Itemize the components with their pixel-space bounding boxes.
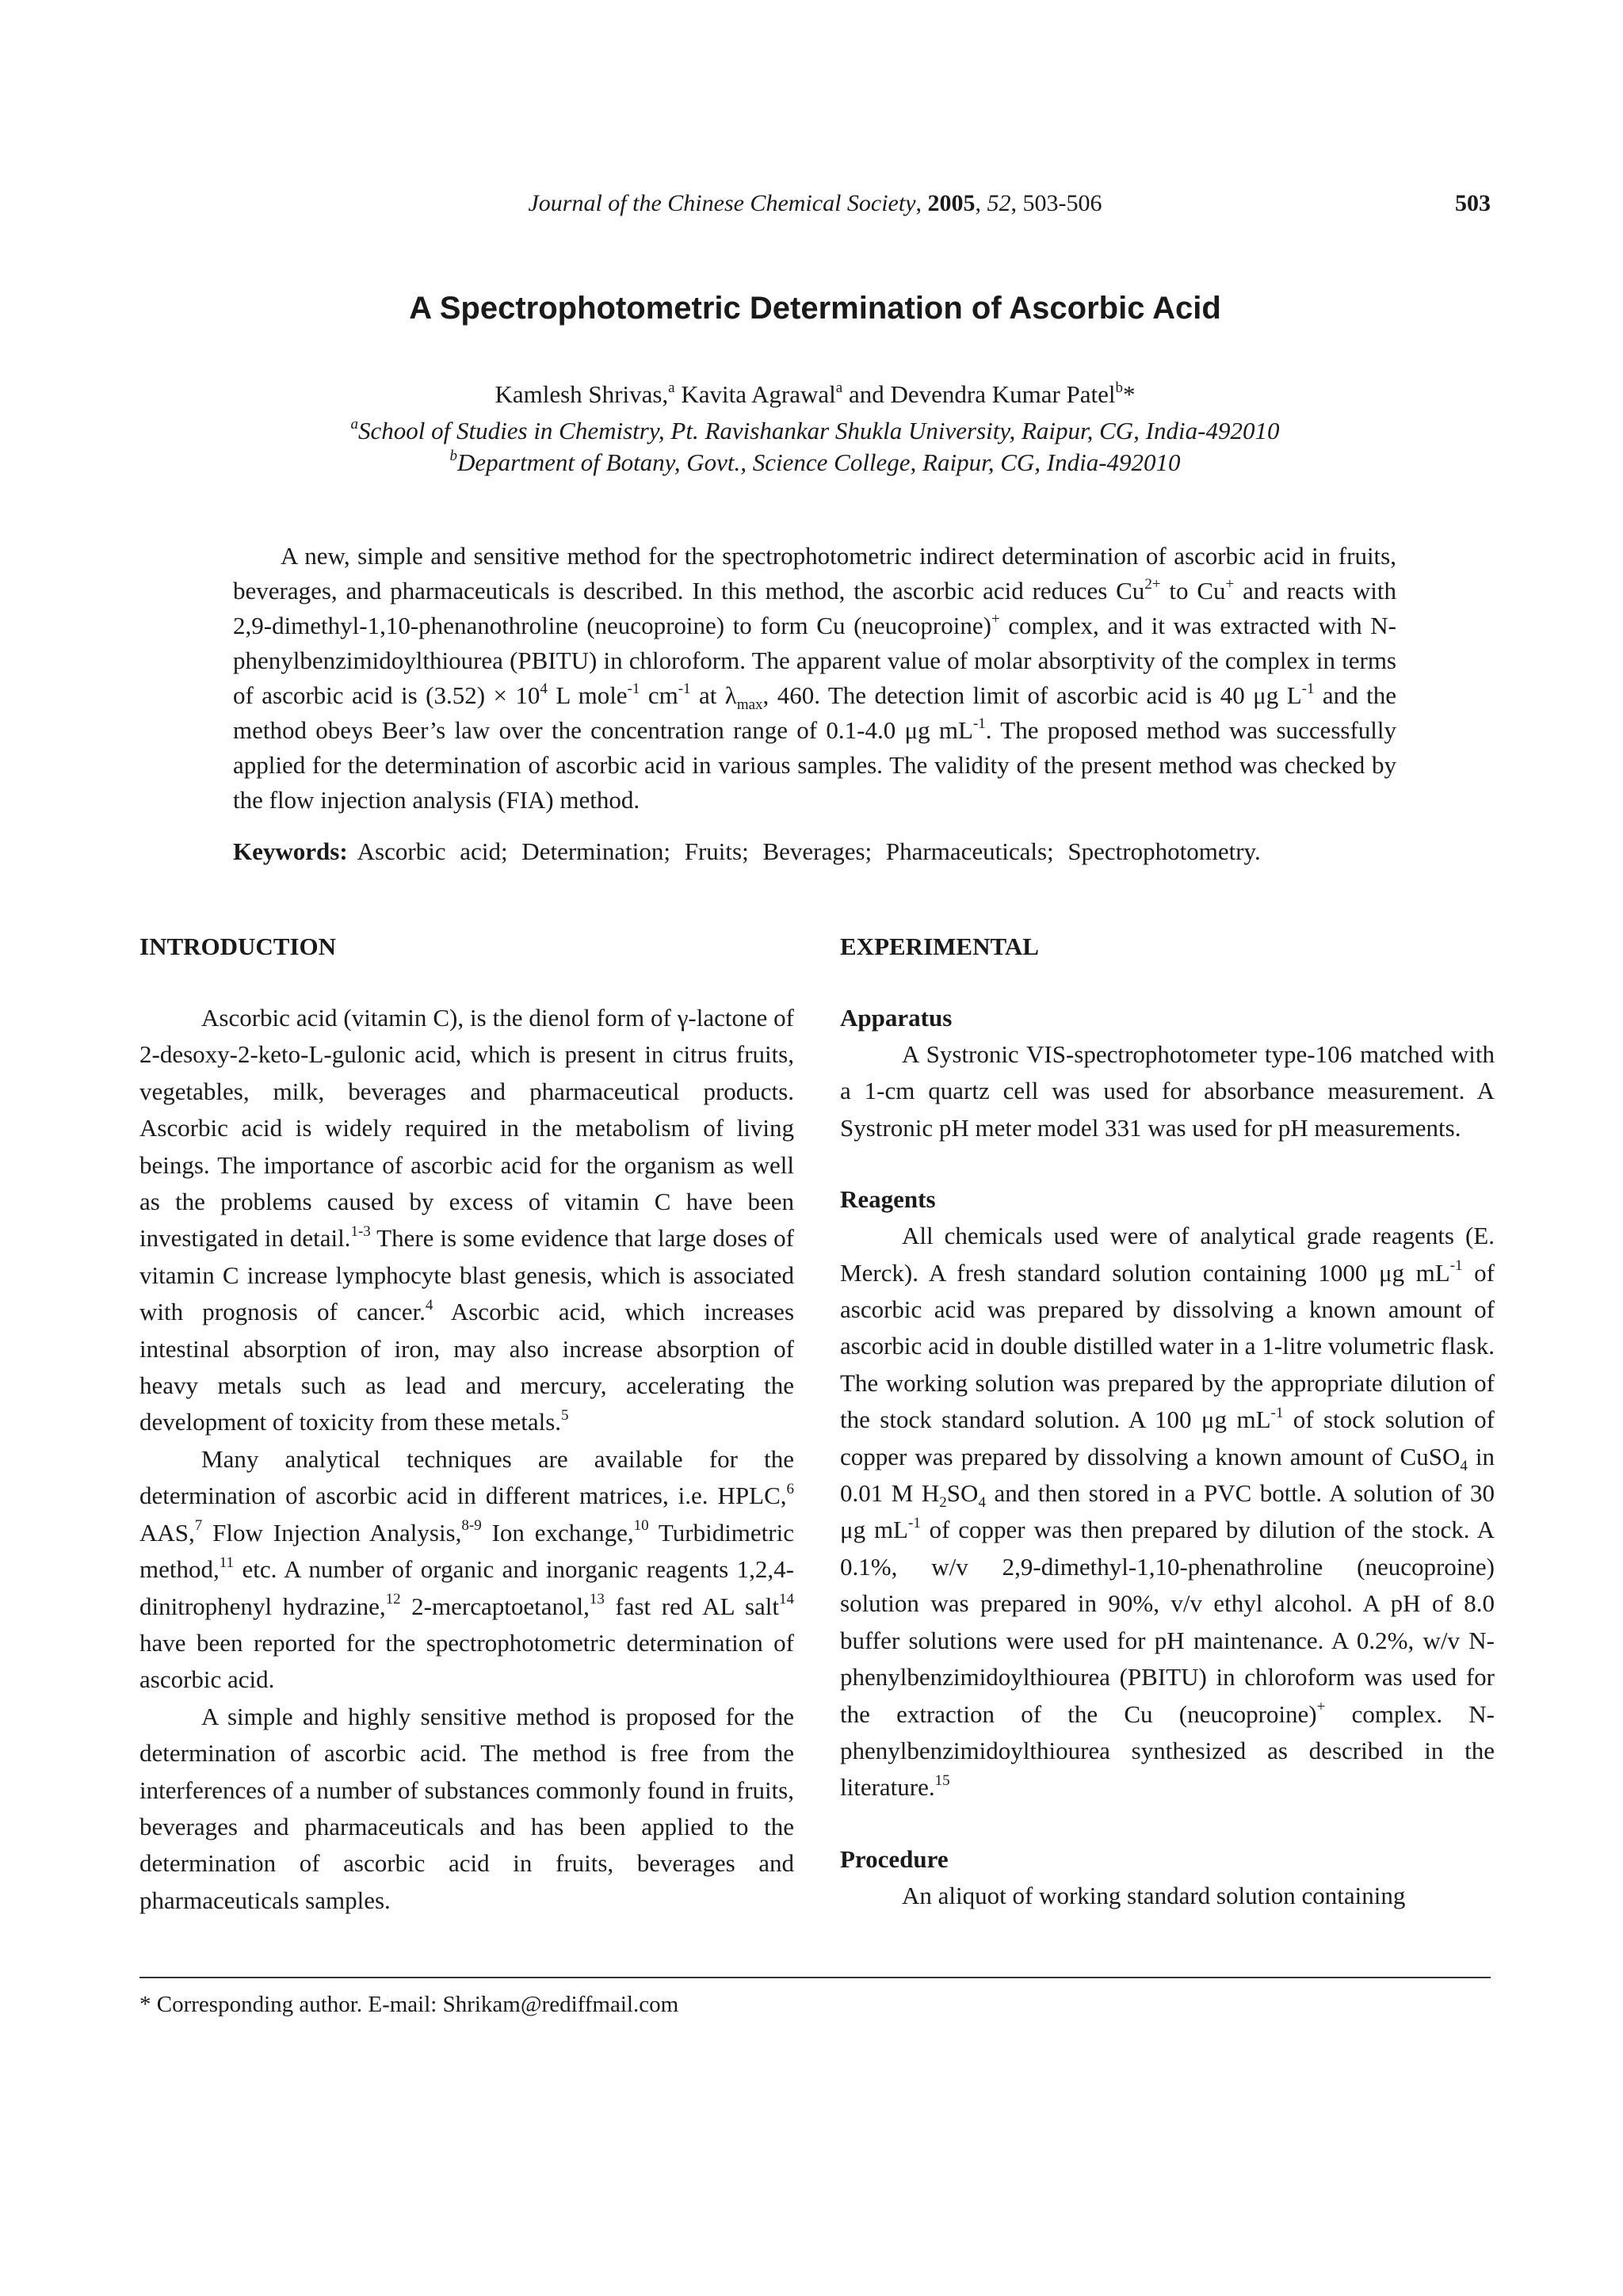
abstract-text: to Cu [1160,577,1226,605]
introduction-paragraph [139,1000,794,1441]
author-name: Kavita Agrawal [674,380,836,408]
procedure-paragraph: An aliquot of working standard solution containing [902,1881,1406,1909]
body-text: Many analytical techniques are available for the determination of ascorbic acid in different matrices, i.e. HPLC, [139,1444,794,1510]
body-text: complex. N-phenylbenzimidoylthiourea synthesized as described in the literature. [840,1699,1495,1802]
affiliation-marker: a [835,379,843,396]
running-header [139,184,1491,223]
superscript: + [1316,1699,1326,1716]
superscript: + [991,610,1000,627]
affiliation-text: School of Studies in Chemistry, Pt. Ravishankar Shukla University, Raipur, CG, India-492010 [358,417,1280,444]
body-text: AAS, [139,1518,195,1547]
author-name: and Devendra Kumar Patel [842,380,1116,408]
subscript: 2 [939,1494,947,1512]
body-text: SO [946,1479,979,1508]
abstract [233,539,1396,818]
citation-ref: 1-3 [350,1223,371,1241]
experimental-heading: EXPERIMENTAL [840,933,1039,960]
reagents-heading: Reagents [840,1185,936,1214]
affiliation-b [139,445,1491,480]
body-text: fast red AL salt [604,1592,780,1620]
citation-ref: 5 [561,1407,569,1425]
superscript: -1 [627,680,640,697]
subscript: max [736,696,763,714]
superscript: -1 [1449,1257,1463,1275]
citation-ref: 15 [934,1772,950,1789]
apparatus-heading: Apparatus [840,1004,953,1032]
body-text: in 0.01 M H [840,1442,1495,1508]
abstract-text: L mole [547,681,628,709]
keywords-text: Ascorbic acid; Determination; Fruits; Beverages; Pharmaceuticals; Spectrophotometry. [357,837,1261,865]
journal-name: Journal of the Chinese Chemical Society [528,190,916,216]
corresponding-author-mark: * [1123,380,1136,408]
introduction-paragraph [139,1441,794,1699]
corresponding-author-footnote: * Corresponding author. E-mail: Shrikam@rediffmail.com [139,1992,679,2017]
citation-ref: 8-9 [461,1517,482,1535]
abstract-text: at λ [690,681,737,709]
subscript: 4 [978,1494,986,1512]
body-text: have been reported for the spectrophotometric determination of ascorbic acid. [139,1628,794,1694]
affiliation-text: Department of Botany, Govt., Science College, Raipur, CG, India-492010 [456,448,1181,476]
journal-volume: 52 [987,190,1011,216]
citation-ref: 4 [425,1296,433,1314]
abstract-text: cm [640,681,678,709]
body-text: Turbidimetric method, [139,1518,794,1584]
procedure-heading: Procedure [840,1844,949,1873]
affiliation-label: a [350,415,359,433]
introduction-heading: INTRODUCTION [139,933,337,960]
citation-ref: 6 [786,1480,794,1497]
section-spacer [840,1146,1495,1181]
section-spacer [840,1806,1495,1841]
superscript: 4 [540,680,548,697]
citation-ref: 12 [385,1591,401,1608]
reagents-paragraph [840,1218,1495,1806]
author-list [139,377,1491,412]
citation-ref: 14 [779,1591,795,1608]
superscript: -1 [972,715,986,732]
abstract-text: , 460. The detection limit of ascorbic acid is 40 μg L [762,681,1302,709]
body-text: etc. A number of organic and inorganic reagents 1,2,4-dinitrophenyl hydrazine, [139,1555,794,1620]
superscript: -1 [678,680,691,697]
abstract-text: A new, simple and sensitive method for the spectrophotometric indirect determination of ascorbic acid in fruits, beverages, and pharmaceuticals is described. In this method, the ascorbic acid reduces Cu [233,542,1396,605]
keywords [233,834,1396,869]
abstract-text: and reacts with 2,9-dimethyl-1,10-phenanothroline (neucoproine) to form Cu (neucoproine) [233,577,1396,639]
body-text: of copper was then prepared by dilution of the stock. A 0.1%, w/v 2,9-dimethyl-1,10-phenathroline (neucoproine) solution was prepared in 90%, v/v ethyl alcohol. A pH of 8.0 buffer solutions were used for pH maintenance. A 0.2%, w/v N-phenylbenzimidoylthiourea (PBITU) in chloroform was used for the extraction of the Cu (neucoproine) [840,1516,1495,1728]
superscript: -1 [1301,680,1315,697]
author-name: Kamlesh Shrivas, [495,380,669,408]
paper-title: A Spectrophotometric Determination of Ascorbic Acid [409,291,1221,326]
body-text: There is some evidence that large doses of vitamin C increase lymphocyte blast genesis, which is associated with prognosis of cancer. [139,1224,794,1326]
left-column [139,929,794,1919]
apparatus-paragraph: A Systronic VIS-spectrophotometer type-106 matched with a 1-cm quartz cell was used for absorbance measurement. A Systronic pH meter model 331 was used for pH measurements. [840,1040,1495,1142]
abstract-text: and the method obeys Beer’s law over the concentration range of 0.1-4.0 μg mL [233,681,1396,744]
abstract-text: . The proposed method was successfully applied for the determination of ascorbic acid in various samples. The validity of the present method was checked by the flow injection analysis (FIA) method. [233,716,1396,814]
citation-ref: 11 [219,1554,235,1571]
journal-citation: Journal of the Chinese Chemical Society, 2005, 52, 503-506 [528,190,1102,216]
subscript: 4 [1460,1457,1468,1474]
citation-ref: 7 [194,1517,203,1535]
journal-year: 2005 [927,190,976,216]
page-number: 503 [1455,190,1491,216]
superscript: + [1225,575,1235,593]
body-text: Ascorbic acid, which increases intestinal absorption of iron, may also increase absorption of heavy metals such as lead and mercury, accelerating the development of toxicity from these metals. [139,1298,795,1436]
body-text: All chemicals used were of analytical grade reagents (E. Merck). A fresh standard solution containing 1000 μg mL [840,1222,1495,1287]
body-text: Flow Injection Analysis, [202,1518,462,1547]
keywords-label: Keywords: [233,837,348,865]
footnote-rule [139,1977,1491,1978]
superscript: 2+ [1144,575,1161,593]
affiliation-a [139,414,1491,448]
right-column [840,929,1495,1914]
superscript: -1 [908,1515,921,1532]
affiliation-marker: b [1115,379,1124,396]
introduction-paragraph: A simple and highly sensitive method is proposed for the determination of ascorbic acid. The method is free from the interferences of a number of substances commonly found in fruits, beverages and pharmaceuticals and has been applied to the determination of ascorbic acid in fruits, beverages and pharmaceuticals samples. [139,1702,794,1914]
body-text: and then stored in a PVC bottle. A solution of 30 μg mL [840,1479,1495,1544]
affiliation-label: b [449,447,457,464]
superscript: -1 [1270,1404,1284,1421]
body-text: Ion exchange, [481,1518,634,1547]
body-text: of stock solution of copper was prepared by dissolving a known amount of CuSO [840,1405,1495,1470]
body-text: of ascorbic acid was prepared by dissolving a known amount of ascorbic acid in double distilled water in a 1-litre volumetric flask. The working solution was prepared by the appropriate dilution of the stock standard solution. A 100 μg mL [840,1258,1495,1434]
body-text: Ascorbic acid (vitamin C), is the dienol form of γ-lactone of 2-desoxy-2-keto-L-gulonic acid, which is present in citrus fruits, vegetables, milk, beverages and pharmaceutical products. Ascorbic acid is widely required in the metabolism of living beings. The importance of ascorbic acid for the organism as well as the problems caused by excess of vitamin C have been investigated in detail. [139,1004,794,1253]
citation-ref: 10 [633,1517,649,1535]
abstract-text: complex, and it was extracted with N-phenylbenzimidoylthiourea (PBITU) in chloroform. The apparent value of molar absorptivity of the complex in terms of ascorbic acid is (3.52) × 10 [233,612,1397,709]
affiliation-marker: a [668,379,675,396]
body-text: 2-mercaptoetanol, [400,1592,590,1620]
citation-ref: 13 [589,1591,605,1608]
journal-pages: 503-506 [1022,190,1102,216]
